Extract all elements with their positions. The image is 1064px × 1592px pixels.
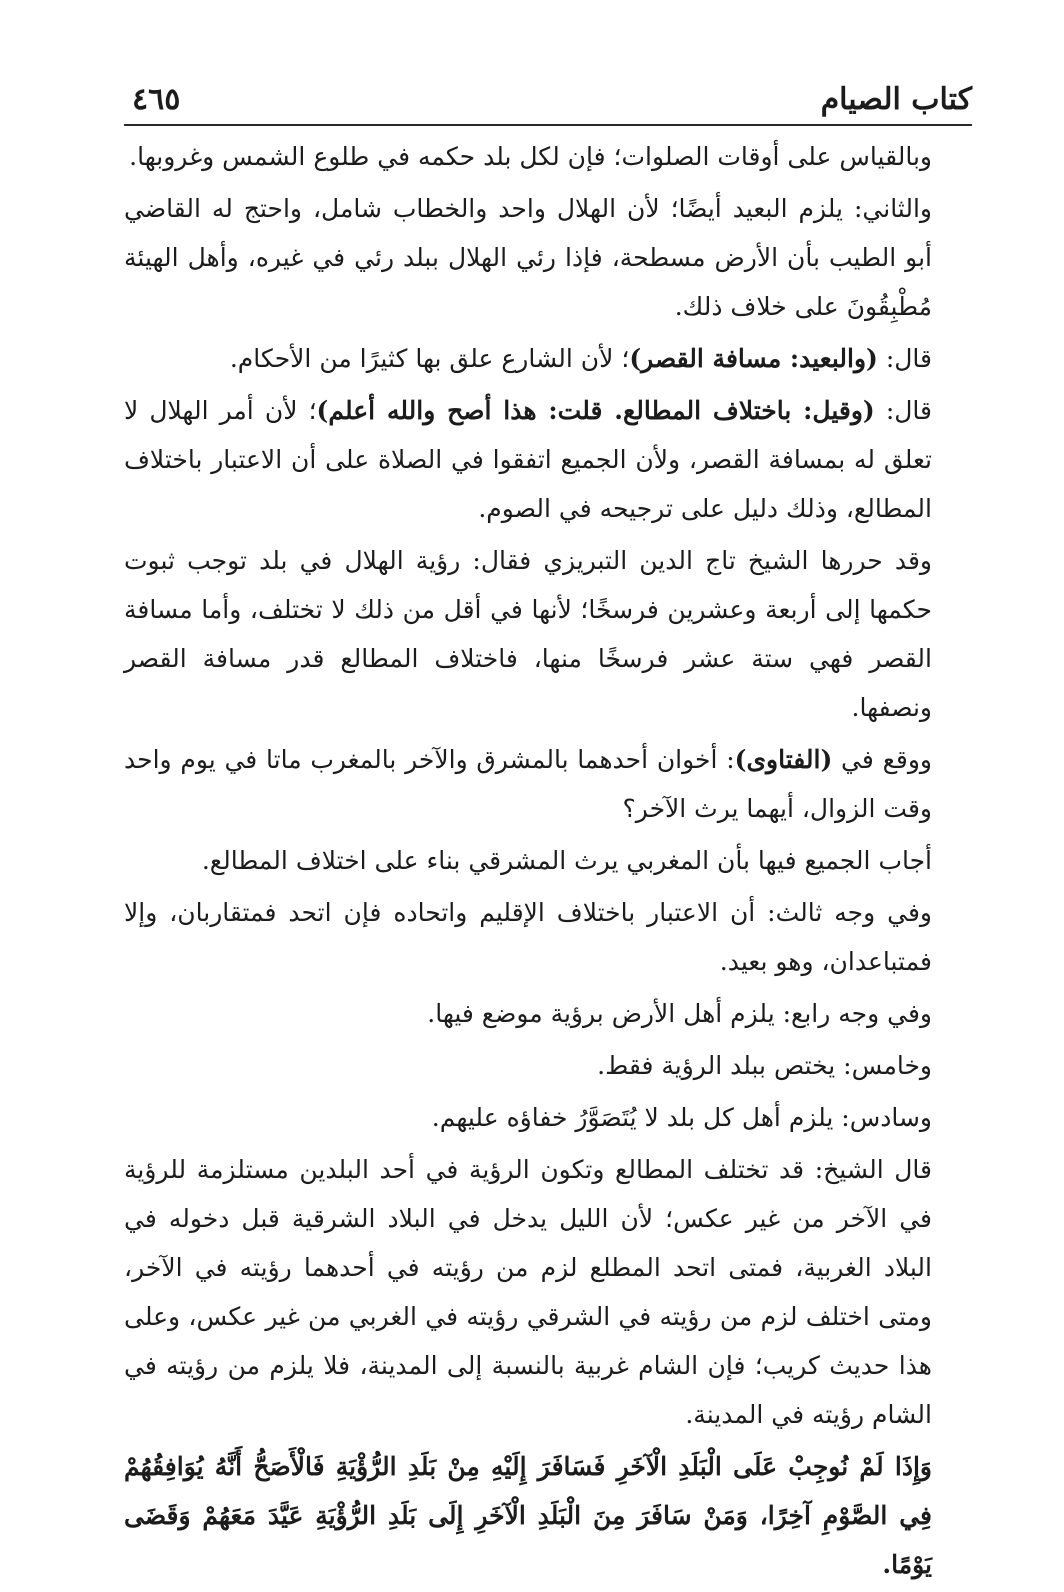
paragraph bbox=[124, 836, 970, 885]
text-run: : أخوان أحدهما بالمشرق والآخر بالمغرب ماتا في يوم واحد وقت الزوال، أيهما يرث الآخر؟ bbox=[124, 745, 932, 823]
text-run: وقد حررها الشيخ تاج الدين التبريزي فقال: رؤية الهلال في بلد توجب ثبوت حكمها إلى أربعة وعشرين فرسخًا؛ لأنها في أقل من ذلك لا تختلف، وأما مسافة القصر فهي ستة عشر فرسخًا منها، فاختلاف المطالع قدر مسافة القصر ونصفها. bbox=[124, 546, 932, 722]
text-run: ؛ لأن الشارع علق بها كثيرًا من الأحكام. bbox=[229, 344, 630, 373]
bold-run: (وقيل: باختلاف المطالع. قلت: هذا أصح والله أعلم) bbox=[316, 396, 875, 425]
text-run: ووقع في bbox=[832, 745, 932, 774]
body-text bbox=[124, 132, 970, 1592]
paragraph bbox=[124, 1041, 970, 1090]
book-title: كتاب الصيام bbox=[820, 82, 972, 117]
paragraph bbox=[124, 386, 970, 533]
bold-run: (الفتاوى) bbox=[734, 745, 833, 774]
paragraph bbox=[124, 888, 970, 986]
text-run: أجاب الجميع فيها بأن المغربي يرث المشرقي بناء على اختلاف المطالع. bbox=[201, 846, 932, 875]
bold-run: وَإِذَا لَمْ نُوجِبْ عَلَى الْبَلَدِ الْآخَرِ فَسَافَرَ إِلَيْهِ مِنْ بَلَدِ الرُّؤْيَةِ فَالْأَصَحُّ أَنَّهُ يُوَافِقُهُمْ فِي الصَّوْمِ آخِرًا، وَمَنْ سَافَرَ مِنَ الْبَلَدِ الْآخَرِ إِلَى بَلَدِ الرُّؤْيَةِ عَيَّدَ مَعَهُمْ وَقَضَى يَوْمًا. bbox=[124, 1452, 932, 1579]
paragraph bbox=[124, 536, 970, 732]
bold-run: (والبعيد: مسافة القصر) bbox=[629, 344, 878, 373]
text-run: والثاني: يلزم البعيد أيضًا؛ لأن الهلال واحد والخطاب شامل، واحتج له القاضي أبو الطيب بأن الأرض مسطحة، فإذا رئي الهلال ببلد رئي في غيره، وأهل الهيئة مُطْبِقُونَ على خلاف ذلك. bbox=[124, 194, 932, 321]
text-run: قال الشيخ: قد تختلف المطالع وتكون الرؤية في أحد البلدين مستلزمة للرؤية في الآخر من غير عكس؛ لأن الليل يدخل في البلاد الشرقية قبل دخوله في البلاد الغربية، فمتى اتحد المطلع لزم من رؤيته في أحدهما رؤيته في الآخر، ومتى اختلف لزم من رؤيته في الشرقي رؤيته في الغربي من غير عكس، وعلى هذا حديث كريب؛ فإن الشام غربية بالنسبة إلى المدينة، فلا يلزم من رؤيته في الشام رؤيته في المدينة. bbox=[124, 1155, 932, 1429]
paragraph bbox=[124, 1093, 970, 1142]
text-run: وفي وجه ثالث: أن الاعتبار باختلاف الإقليم واتحاده فإن اتحد فمتقاربان، وإلا فمتباعدان، وهو بعيد. bbox=[124, 898, 932, 976]
matn-paragraph bbox=[124, 1442, 970, 1589]
paragraph bbox=[124, 1145, 970, 1439]
text-run: وخامس: يختص ببلد الرؤية فقط. bbox=[597, 1051, 932, 1080]
page-number: ٤٦٥ bbox=[132, 82, 181, 117]
text-run: وبالقياس على أوقات الصلوات؛ فإن لكل بلد حكمه في طلوع الشمس وغروبها. bbox=[129, 142, 932, 171]
paragraph bbox=[124, 989, 970, 1038]
text-run: ؛ لأن أمر الهلال لا تعلق له بمسافة القصر، ولأن الجميع اتفقوا في الصلاة على أن الاعتبار باختلاف المطالع، وذلك دليل على ترجيحه في الصوم. bbox=[124, 396, 932, 523]
text-run: وفي وجه رابع: يلزم أهل الأرض برؤية موضع فيها. bbox=[427, 999, 932, 1028]
paragraph bbox=[124, 735, 970, 833]
text-run: قال: bbox=[877, 344, 932, 373]
paragraph bbox=[124, 334, 970, 383]
header-rule bbox=[124, 124, 972, 126]
page-header bbox=[124, 78, 972, 122]
paragraph bbox=[124, 184, 970, 331]
text-run: قال: bbox=[874, 396, 932, 425]
paragraph bbox=[124, 132, 970, 181]
text-run: وسادس: يلزم أهل كل بلد لا يُتَصَوَّرُ خفاؤه عليهم. bbox=[431, 1103, 932, 1132]
